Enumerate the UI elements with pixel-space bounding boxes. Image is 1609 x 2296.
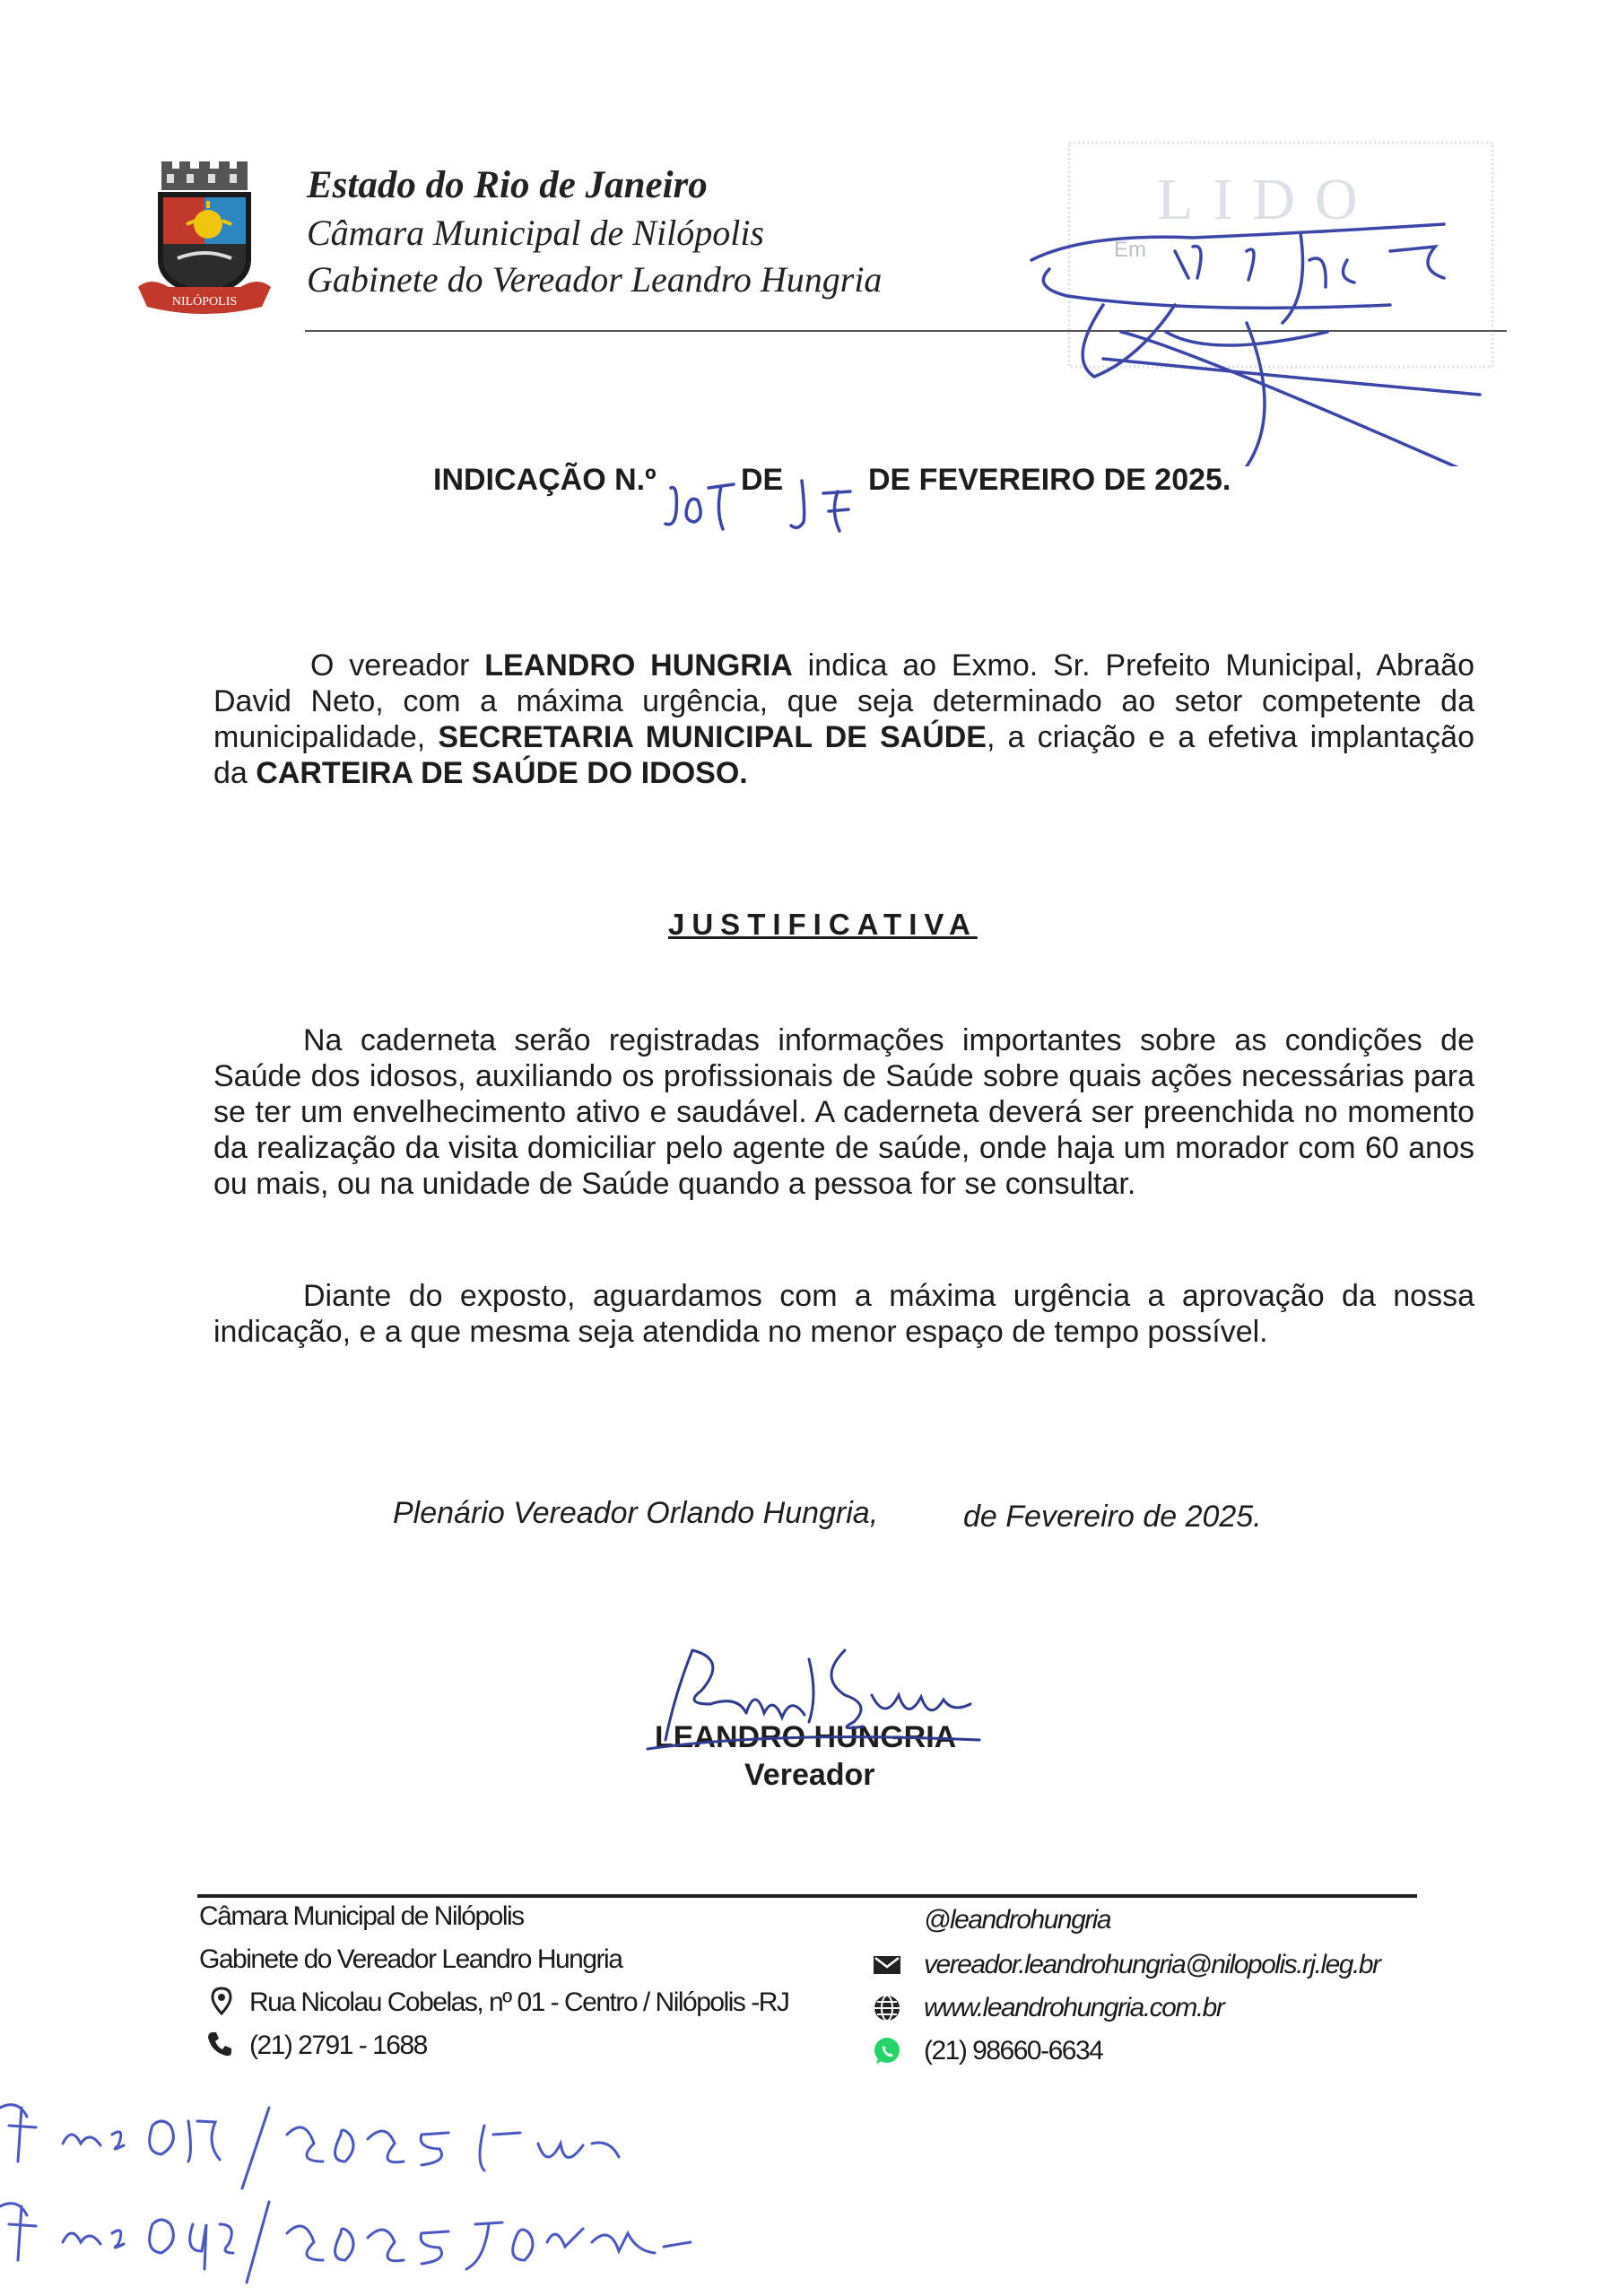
justification-heading: JUSTIFICATIVA	[668, 908, 978, 941]
title-de-1: DE	[741, 463, 784, 497]
handwritten-office-notes	[0, 2090, 700, 2296]
closing-place: Plenário Vereador Orlando Hungria,	[393, 1496, 879, 1530]
signatory-name: LEANDRO HUNGRIA	[655, 1720, 957, 1754]
indication-paragraph: O vereador LEANDRO HUNGRIA indica ao Exmo. Sr. Prefeito Municipal, Abraão David Neto, com a máxima urgência, que seja determinado ao setor competente da municipalidade, SECRETARIA MUNICIPAL DE SAÚDE, a criação e a efetiva implantação da CARTEIRA DE SAÚDE DO IDOSO.	[213, 648, 1475, 790]
footer-email[interactable]: vereador.leandrohungria@nilopolis.rj.leg.br	[924, 1950, 1380, 1979]
handwritten-day	[787, 475, 859, 538]
stamp-handwritten-date-and-initials	[1013, 197, 1552, 466]
footer-phone: (21) 2791 - 1688	[249, 2031, 427, 2060]
location-pin-icon	[206, 1986, 237, 2016]
justification-paragraph-2: Diante do exposto, aguardamos com a máxima urgência a aprovação da nossa indicação, e a que mesma seja atendida no menor espaço de tempo possível.	[213, 1279, 1474, 1349]
crest-scroll-text: NILÓPOLIS	[171, 295, 238, 309]
header-chamber: Câmara Municipal de Nilópolis	[307, 213, 764, 253]
closing-date: de Fevereiro de 2025.	[963, 1500, 1262, 1534]
secretariat-bold: SECRETARIA MUNICIPAL DE SAÚDE	[438, 720, 987, 754]
title-prefix: INDICAÇÃO N.º	[433, 463, 657, 497]
header-state: Estado do Rio de Janeiro	[307, 164, 708, 206]
phone-icon	[204, 2029, 235, 2059]
stamp-word: LIDO	[1157, 167, 1378, 232]
globe-icon	[872, 1993, 902, 2023]
health-card-bold: CARTEIRA DE SAÚDE DO IDOSO.	[256, 756, 748, 790]
stamp-em-label: Em	[1114, 238, 1146, 262]
footer-social-handle[interactable]: @leandrohungria	[924, 1905, 1111, 1935]
email-icon	[872, 1950, 902, 1980]
header-office: Gabinete do Vereador Leandro Hungria	[307, 259, 883, 300]
footer-whatsapp: (21) 98660-6634	[924, 2036, 1103, 2066]
signatory-role: Vereador	[744, 1758, 875, 1792]
justification-paragraph-1: Na caderneta serão registradas informações importantes sobre as condições de Saúde dos idosos, auxiliando os profissionais de Saúde sobre quais ações necessárias para se ter um envelhecimento ativo e saudável. A caderneta deverá ser preenchida no momento da realização da visita domiciliar pelo agente de saúde, onde haja um morador com 60 anos ou mais, ou na unidade de Saúde quando a pessoa for se consultar.	[213, 1023, 1474, 1201]
footer-website[interactable]: www.leandrohungria.com.br	[924, 1993, 1224, 2022]
footer-office: Gabinete do Vereador Leandro Hungria	[199, 1944, 622, 1974]
footer-address: Rua Nicolau Cobelas, nº 01 - Centro / Nilópolis -RJ	[249, 1987, 789, 2017]
footer-chamber: Câmara Municipal de Nilópolis	[199, 1901, 524, 1931]
municipal-crest-logo	[133, 161, 276, 318]
title-suffix: DE FEVEREIRO DE 2025.	[868, 463, 1231, 497]
footer-divider	[197, 1894, 1417, 1898]
handwritten-indication-number	[662, 475, 743, 538]
councilor-name-bold: LEANDRO HUNGRIA	[484, 648, 793, 683]
whatsapp-icon	[872, 2036, 902, 2066]
handwritten-signature	[639, 1641, 997, 1758]
